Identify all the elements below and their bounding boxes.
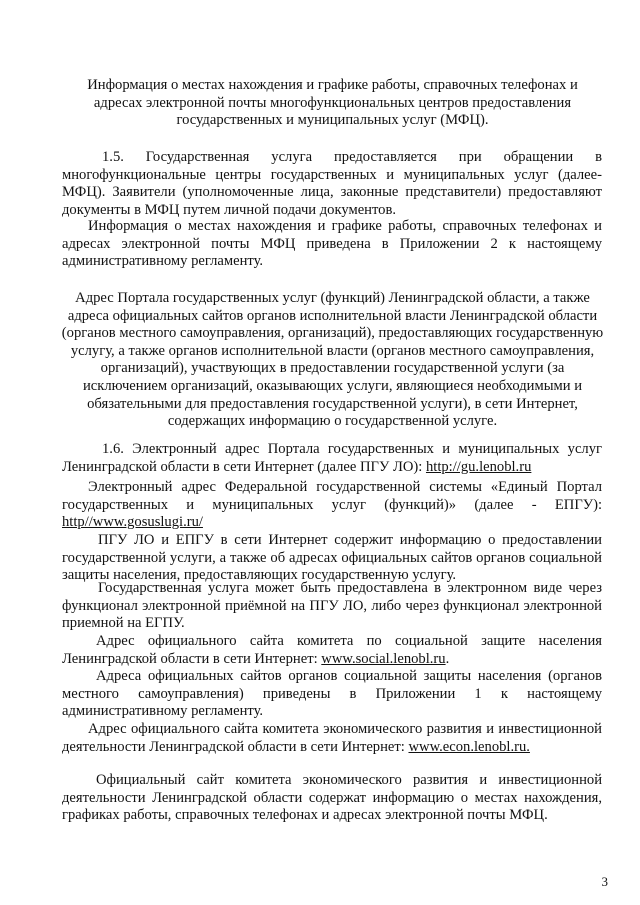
paragraph-econ-committee [62,721,602,756]
pgu-lo-link[interactable]: http://gu.lenobl.ru [425,458,532,475]
paragraph-epgu-text: Электронный адрес Федеральной государственной системы «Единый Портал государственных и муниципальных услуг (функций)» (далее - ЕПГУ): [62,479,602,513]
paragraph-mfc-info: Информация о местах нахождения и графике работы, справочных телефонах и адресах электронной почты МФЦ приведена в Приложении 2 к настоящему административному регламенту. [62,218,602,270]
paragraph-1-5: 1.5. Государственная услуга предоставляется при обращении в многофункциональные центры государственных и муниципальных услуг (далее- МФЦ). Заявители (уполномоченные лица, законные представители) предоставляют документы в МФЦ путем личной подачи документов. [62,149,602,218]
portal-address-block: Адрес Портала государственных услуг (функций) Ленинградской области, а также адреса официальных сайтов органов исполнительной власти Ленинградской области (органов местного самоуправления, организаций), предоставляющих государственную услугу, а также органов исполнительной власти (органов местного самоуправления, организаций), участвующих в предоставлении государственной услуги (за исключением организаций, оказывающих услуги, являющиеся необходимыми и обязательными для предоставления государственной услуги), в сети Интернет, содержащих информацию о государственной услуге. [61,290,604,430]
paragraph-epgu [62,479,602,532]
paragraph-electronic-service: Государственная услуга может быть предоставлена в электронном виде через функционал электронной приёмной на ПГУ ЛО, либо через функционал электронной приемной на ЕГПУ. [62,580,602,632]
paragraph-econ-committee-text: Адрес официального сайта комитета экономического развития и инвестиционной деятельности Ленинградской области в сети Интернет: [62,721,602,755]
paragraph-1-6 [62,441,602,476]
paragraph-social-committee [62,633,602,668]
epgu-link[interactable]: http//www.gosuslugi.ru/ [62,514,203,531]
social-lenobl-link[interactable]: www.social.lenobl.ru [321,650,446,667]
econ-lenobl-link[interactable]: www.econ.lenobl.ru. [408,738,530,755]
paragraph-social-committee-text: Адрес официального сайта комитета по социальной защите населения Ленинградской области в сети Интернет: [62,633,602,667]
paragraph-econ-site: Официальный сайт комитета экономического развития и инвестиционной деятельности Ленинградской области содержат информацию о местах нахождения, графиках работы, справочных телефонах и адресах электронной почты МФЦ. [62,772,602,824]
paragraph-1-6-text: 1.6. Электронный адрес Портала государственных и муниципальных услуг Ленинградской области в сети Интернет (далее ПГУ ЛО): [62,441,602,475]
page-number: 3 [601,874,608,889]
section-heading: Информация о местах нахождения и графике работы, справочных телефонах и адресах электронной почты многофункциональных центров предоставления государственных и муниципальных услуг (МФЦ). [87,77,578,129]
paragraph-portal-contents: ПГУ ЛО и ЕПГУ в сети Интернет содержит информацию о предоставлении государственной услуги, а также об адресах официальных сайтов органов социальной защиты населения, предоставляющих государственную услугу. [62,532,602,584]
paragraph-social-committee-tail: . [445,650,450,667]
paragraph-social-sites: Адреса официальных сайтов органов социальной защиты населения (органов местного самоуправления) приведены в Приложении 1 к настоящему административному регламенту. [62,668,602,720]
